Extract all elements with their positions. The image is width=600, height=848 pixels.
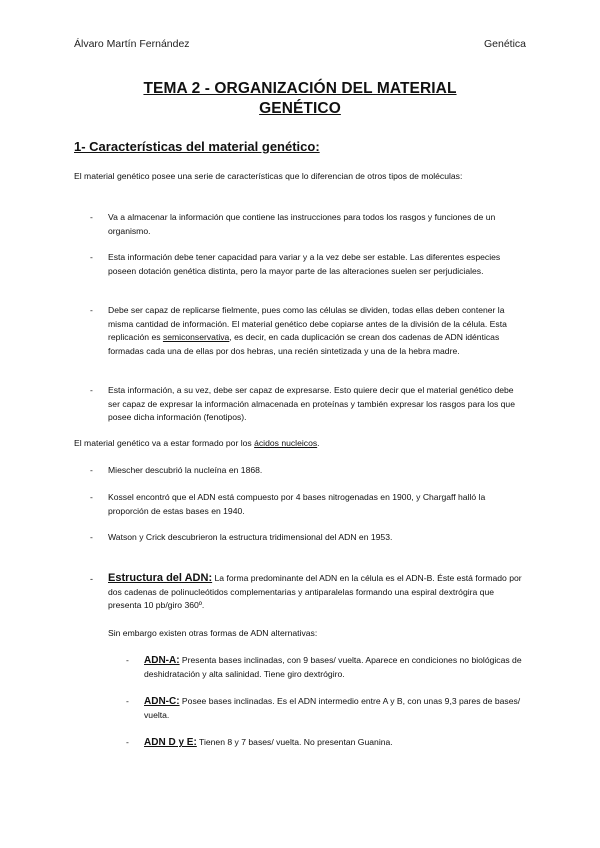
list-item-text: Esta información, a su vez, debe ser capaz de expresarse. Esto quiere decir que el material genético debe ser capaz de expresar la información almacenada en proteínas y también expresar los rasgos para los que posee dicha información (fenotipos).	[108, 385, 515, 422]
bullet-dash: -	[90, 305, 93, 315]
bullet-dash: -	[90, 385, 93, 395]
section-heading: 1- Características del material genético:	[74, 139, 320, 154]
title-line-2: GENÉTICO	[259, 100, 341, 117]
bullet-dash: -	[126, 696, 129, 706]
header-author: Álvaro Martín Fernández	[74, 38, 190, 50]
bullet-dash: -	[90, 252, 93, 262]
header-subject: Genética	[483, 38, 526, 50]
bullet-dash: -	[90, 574, 93, 584]
list-item-text	[144, 654, 526, 681]
bullet-dash: -	[126, 737, 129, 747]
list-item-text	[144, 695, 526, 722]
bullet-dash: -	[90, 492, 93, 502]
bullet-dash: -	[90, 465, 93, 475]
text-run: La forma predominante del ADN en la célula es el ADN-B. Éste está formado por dos cadenas de polinucleótidos complementarias y antiparalelas formando una espiral dextrógira que presenta 10 pb/giro 360º.	[108, 573, 522, 610]
bullet-dash: -	[126, 655, 129, 665]
title-line-1: TEMA 2 - ORGANIZACIÓN DEL MATERIAL	[143, 80, 457, 97]
structure-heading: Estructura del ADN:	[108, 572, 213, 584]
bullet-dash: -	[90, 212, 93, 222]
list-item-text: Esta información debe tener capacidad para variar y a la vez debe ser estable. Las diferentes especies poseen dotación genética distinta, pero la mayor parte de las alteraciones suelen ser perjudiciales.	[108, 252, 501, 276]
text-run: Debe ser capaz de replicarse fielmente, pues como las células se dividen, todas ellas deben contener la misma cantidad de información. El material genético debe copiarse antes de la división de la célula. Esta replicación es	[108, 305, 507, 342]
form-description: Tienen 8 y 7 bases/ vuelta. No presentan Guanina.	[196, 737, 393, 747]
form-name: ADN-A:	[144, 655, 180, 666]
list-item-text: Miescher descubrió la nucleína en 1868.	[108, 465, 263, 475]
list-item-text: Watson y Crick descubrieron la estructura tridimensional del ADN en 1953.	[108, 532, 393, 542]
list-item-text: Kossel encontró que el ADN está compuesto por 4 bases nitrogenadas en 1900, y Chargaff halló la proporción de estas bases en 1940.	[108, 492, 486, 516]
text-run: , es decir, en cada duplicación se crean dos cadenas de ADN idénticas formadas cada una de ellas por dos hebras, una recién sintetizada y una de la hebra madre.	[108, 332, 500, 356]
page-title	[74, 79, 526, 119]
list-item-text: Va a almacenar la información que contiene las instrucciones para todos los rasgos y funciones de un organismo.	[108, 212, 496, 236]
list-item-text	[144, 736, 526, 750]
bullet-dash: -	[90, 532, 93, 542]
composition-paragraph	[74, 437, 526, 451]
form-name: ADN D y E:	[144, 737, 197, 748]
text-run: .	[317, 438, 320, 448]
form-description: Presenta bases inclinadas, con 9 bases/ vuelta. Aparece en condiciones no biológicas de deshidratación y alta salinidad. Tiene giro dextrógiro.	[144, 655, 522, 679]
semiconservative-term: semiconservativa	[162, 332, 230, 342]
nucleic-acids-term: ácidos nucleicos	[254, 438, 318, 448]
text-run: El material genético va a estar formado por los	[74, 438, 255, 448]
list-item-text	[108, 304, 524, 358]
structure-text	[108, 572, 522, 613]
form-description: Posee bases inclinadas. Es el ADN intermedio entre A y B, con unas 9,3 pares de bases/ vuelta.	[144, 696, 521, 720]
intro-paragraph: El material genético posee una serie de características que lo diferencian de otros tipos de moléculas:	[74, 171, 463, 181]
form-name: ADN-C:	[144, 696, 180, 707]
alternative-forms-intro: Sin embargo existen otras formas de ADN alternativas:	[108, 628, 318, 638]
